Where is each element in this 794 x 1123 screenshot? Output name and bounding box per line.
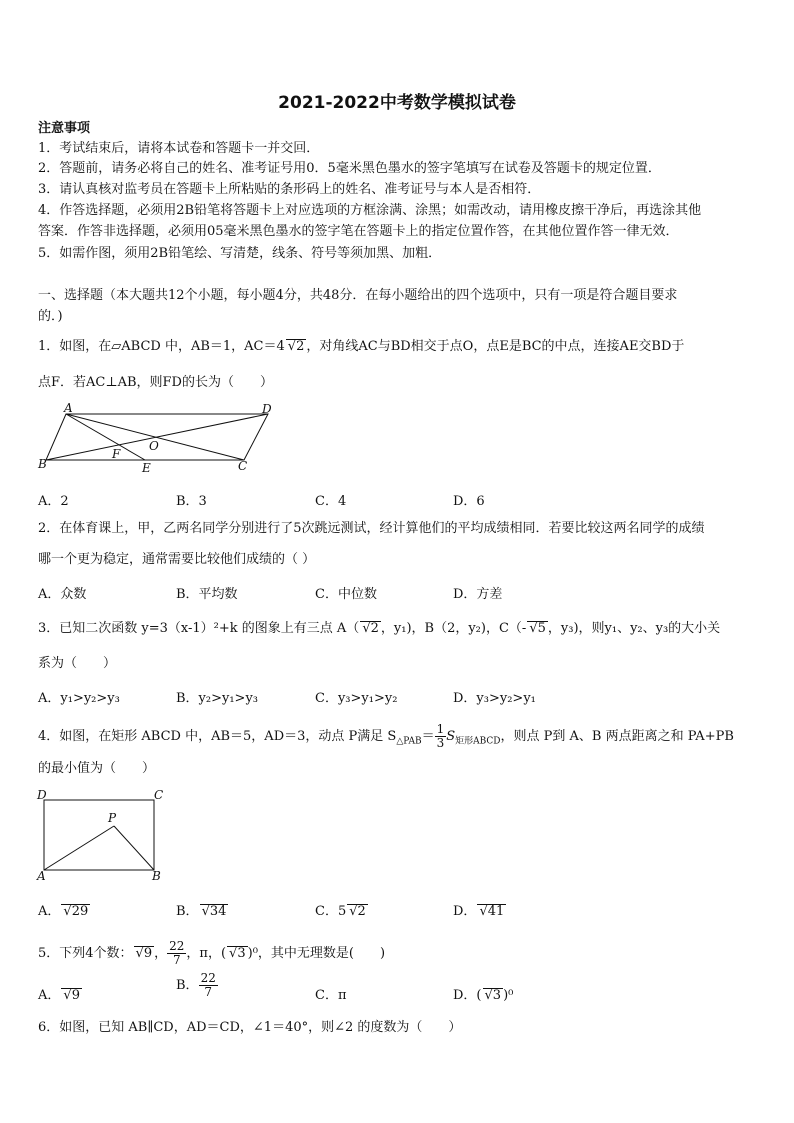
- question-5-line-1: 5．下列4个数： √9 ， $\frac{22}{7}$ ，π，( √3 )⁰，其中无理数是( ): [38, 939, 386, 967]
- vertex-label: P: [108, 811, 117, 825]
- option-c[interactable]: C．y₃>y₁>y₂: [315, 691, 398, 706]
- notice-item: 答案．作答非选择题，必须用05毫米黑色墨水的签字笔在答题卡上的指定位置作答，在其他位置作答一律无效．: [38, 224, 679, 239]
- notice-item: 2．答题前，请务必将自己的姓名、准考证号用0．5毫米黑色墨水的签字笔填写在试卷及答题卡的规定位置．: [38, 161, 661, 176]
- option-b[interactable]: B．y₂>y₁>y₃: [176, 691, 259, 706]
- option-b[interactable]: B． $\frac{22}{7}$: [176, 971, 216, 999]
- option-c[interactable]: C．中位数: [315, 587, 377, 602]
- option-a[interactable]: A． √29: [38, 904, 89, 919]
- sqrt-symbol: √5: [529, 621, 546, 636]
- vertex-label: A: [64, 401, 73, 415]
- question-4-line-2: 的最小值为（ ）: [38, 761, 156, 776]
- sqrt-symbol: √2: [362, 621, 379, 636]
- vertex-label: B: [38, 457, 47, 471]
- option-a[interactable]: A． √9: [38, 988, 80, 1003]
- vertex-label: O: [149, 439, 159, 453]
- vertex-label: C: [154, 788, 164, 802]
- notice-item: 1．考试结束后，请将本试卷和答题卡一并交回．: [38, 141, 320, 156]
- option-c[interactable]: C．5 √2: [315, 904, 366, 919]
- vertex-label: F: [112, 447, 121, 461]
- option-a[interactable]: A．2: [38, 494, 69, 509]
- option-b[interactable]: B．平均数: [176, 587, 238, 602]
- question-1-line-1: 1．如图，在▱ABCD 中，AB＝1，AC＝4 √2 ，对角线AC与BD相交于点O，点E是BC的中点，连接AE交BD于: [38, 339, 685, 354]
- option-d[interactable]: D．方差: [453, 587, 503, 602]
- question-3-line-1: 3．已知二次函数 y=3（x-1）²+k 的图象上有三点 A（ √2 ，y₁)，B（2，y₂)，C（- √5 ，y₃)，则y₁、y₂、y₃的大小关: [38, 621, 721, 636]
- notice-item: 3．请认真核对监考员在答题卡上所粘贴的条形码上的姓名、准考证号与本人是否相符．: [38, 182, 541, 197]
- notice-item: 5．如需作图，须用2B铅笔绘、写清楚，线条、符号等须加黑、加粗．: [38, 246, 442, 261]
- fraction: $\frac{22}{7}$: [169, 939, 185, 967]
- question-2-line-1: 2．在体育课上，甲，乙两名同学分别进行了5次跳远测试，经计算他们的平均成绩相同．若要比较这两名同学的成绩: [38, 521, 705, 536]
- option-d[interactable]: D． √41: [453, 904, 505, 919]
- question-6-line-1: 6．如图，已知 AB∥CD，AD＝CD，∠1＝40°，则∠2 的度数为（ ）: [38, 1020, 462, 1035]
- rectangle-figure: [34, 786, 174, 881]
- question-4-line-1: 4．如图，在矩形 ABCD 中，AB＝5，AD＝3，动点 P满足 $S_{\triangle PAB}=$ $\frac{1}{3}$ $S_{矩形ABCD}$，则点 P到 A、B 两点距离之和 PA+PB: [38, 722, 734, 750]
- option-d[interactable]: D．6: [453, 494, 485, 509]
- section-heading: 一、选择题（本大题共12个小题，每小题4分，共48分．在每小题给出的四个选项中，只有一项是符合题目要求: [38, 288, 678, 303]
- option-d[interactable]: D．( √3 )⁰: [453, 988, 514, 1003]
- page-title: 2021-2022中考数学模拟试卷: [278, 93, 516, 113]
- notice-heading: 注意事项: [38, 121, 91, 136]
- sqrt-symbol: √2: [287, 339, 305, 354]
- vertex-label: D: [262, 402, 272, 416]
- vertex-label: C: [238, 459, 248, 473]
- section-heading-cont: 的．): [38, 309, 63, 324]
- question-3-line-2: 系为（ ）: [38, 656, 117, 671]
- option-b[interactable]: B．3: [176, 494, 207, 509]
- option-a[interactable]: A．众数: [38, 587, 87, 602]
- option-a[interactable]: A．y₁>y₂>y₃: [38, 691, 120, 706]
- option-b[interactable]: B． √34: [176, 904, 227, 919]
- fraction: $\frac{1}{3}$: [436, 722, 445, 750]
- vertex-label: D: [37, 788, 47, 802]
- vertex-label: A: [37, 869, 46, 881]
- notice-item: 4．作答选择题，必须用2B铅笔将答题卡上对应选项的方框涂满、涂黑；如需改动，请用橡皮擦干净后，再选涂其他: [38, 203, 702, 218]
- vertex-label: E: [142, 461, 151, 475]
- option-c[interactable]: C．4: [315, 494, 347, 509]
- vertex-label: B: [152, 869, 161, 881]
- parallelogram-figure: [36, 400, 286, 475]
- question-2-line-2: 哪一个更为稳定，通常需要比较他们成绩的（ ）: [38, 552, 316, 567]
- question-1-line-2: 点F．若AC⊥AB，则FD的长为（ ）: [38, 375, 273, 390]
- option-c[interactable]: C．π: [315, 988, 347, 1003]
- option-d[interactable]: D．y₃>y₂>y₁: [453, 691, 536, 706]
